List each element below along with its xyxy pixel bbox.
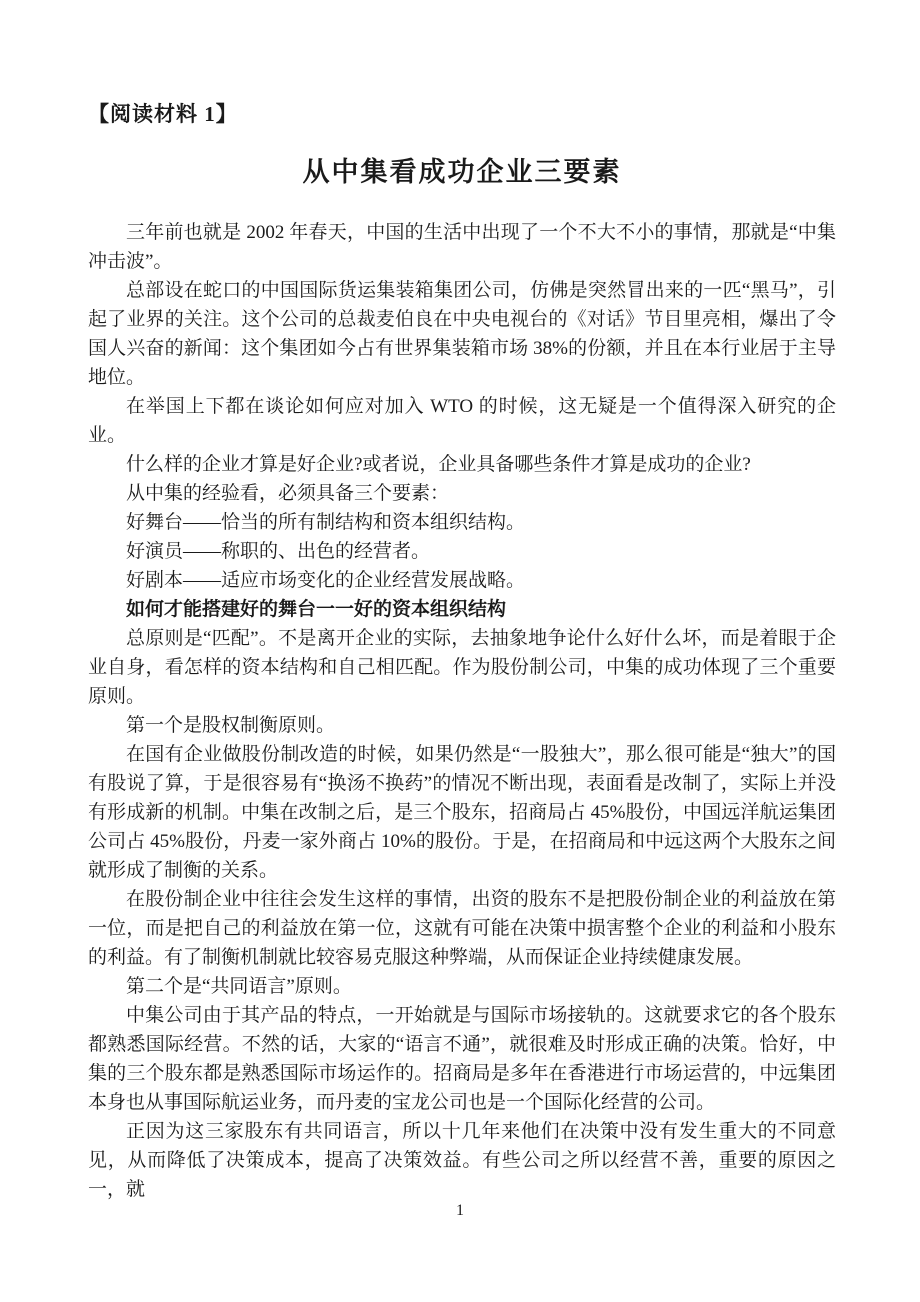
paragraph: 从中集的经验看，必须具备三个要素：: [126, 483, 450, 504]
paragraph: 在股份制企业中往往会发生这样的事情，出资的股东不是把股份制企业的利益放在第一位，而是把自己的利益放在第一位，这就有可能在决策中损害整个企业的利益和小股东的利益。有了制衡机制就比较容易克服这种弊端，从而保证企业持续健康发展。: [88, 889, 836, 968]
material-tag-label: 【阅读材料 1】: [88, 102, 238, 126]
paragraph: 三年前也就是 2002 年春天，中国的生活中出现了一个不大不小的事情，那就是“中集冲击波”。: [88, 222, 836, 272]
paragraph: 总原则是“匹配”。不是离开企业的实际，去抽象地争论什么好什么坏，而是着眼于企业自身，看怎样的资本结构和自己相匹配。作为股份制公司，中集的成功体现了三个重要原则。: [88, 628, 836, 707]
section-heading: 如何才能搭建好的舞台一一好的资本组织结构: [126, 599, 507, 620]
paragraph: 第一个是股权制衡原则。: [126, 715, 336, 736]
page-title: 从中集看成功企业三要素: [302, 157, 622, 187]
paragraph: 在举国上下都在谈论如何应对加入 WTO 的时候，这无疑是一个值得深入研究的企业。: [88, 396, 836, 446]
paragraph: 正因为这三家股东有共同语言，所以十几年来他们在决策中没有发生重大的不同意见，从而降低了决策成本，提高了决策效益。有些公司之所以经营不善，重要的原因之一，就: [88, 1121, 836, 1200]
paragraph: 好舞台——恰当的所有制结构和资本组织结构。: [126, 512, 526, 533]
paragraph: 好演员——称职的、出色的经营者。: [126, 541, 431, 562]
paragraph: 什么样的企业才算是好企业?或者说，企业具备哪些条件才算是成功的企业?: [126, 454, 751, 475]
document-body: [88, 218, 836, 1204]
paragraph: 好剧本——适应市场变化的企业经营发展战略。: [126, 570, 526, 591]
page-number: 1: [456, 1202, 464, 1219]
paragraph: 在国有企业做股份制改造的时候，如果仍然是“一股独大”，那么很可能是“独大”的国有股说了算，于是很容易有“换汤不换药”的情况不断出现，表面看是改制了，实际上并没有形成新的机制。中集在改制之后，是三个股东，招商局占 45%股份，中国远洋航运集团公司占 45%股份，丹麦一家外商占 10%的股份。于是，在招商局和中远这两个大股东之间就形成了制衡的关系。: [88, 744, 836, 881]
paragraph: 总部设在蛇口的中国国际货运集装箱集团公司，仿佛是突然冒出来的一匹“黑马”，引起了业界的关注。这个公司的总裁麦伯良在中央电视台的《对话》节目里亮相，爆出了令国人兴奋的新闻：这个集团如今占有世界集装箱市场 38%的份额，并且在本行业居于主导地位。: [88, 280, 836, 388]
paragraph: 第二个是“共同语言”原则。: [126, 976, 352, 997]
paragraph: 中集公司由于其产品的特点，一开始就是与国际市场接轨的。这就要求它的各个股东都熟悉国际经营。不然的话，大家的“语言不通”，就很难及时形成正确的决策。恰好，中集的三个股东都是熟悉国际市场运作的。招商局是多年在香港进行市场运营的，中远集团本身也从事国际航运业务，而丹麦的宝龙公司也是一个国际化经营的公司。: [88, 1005, 836, 1113]
